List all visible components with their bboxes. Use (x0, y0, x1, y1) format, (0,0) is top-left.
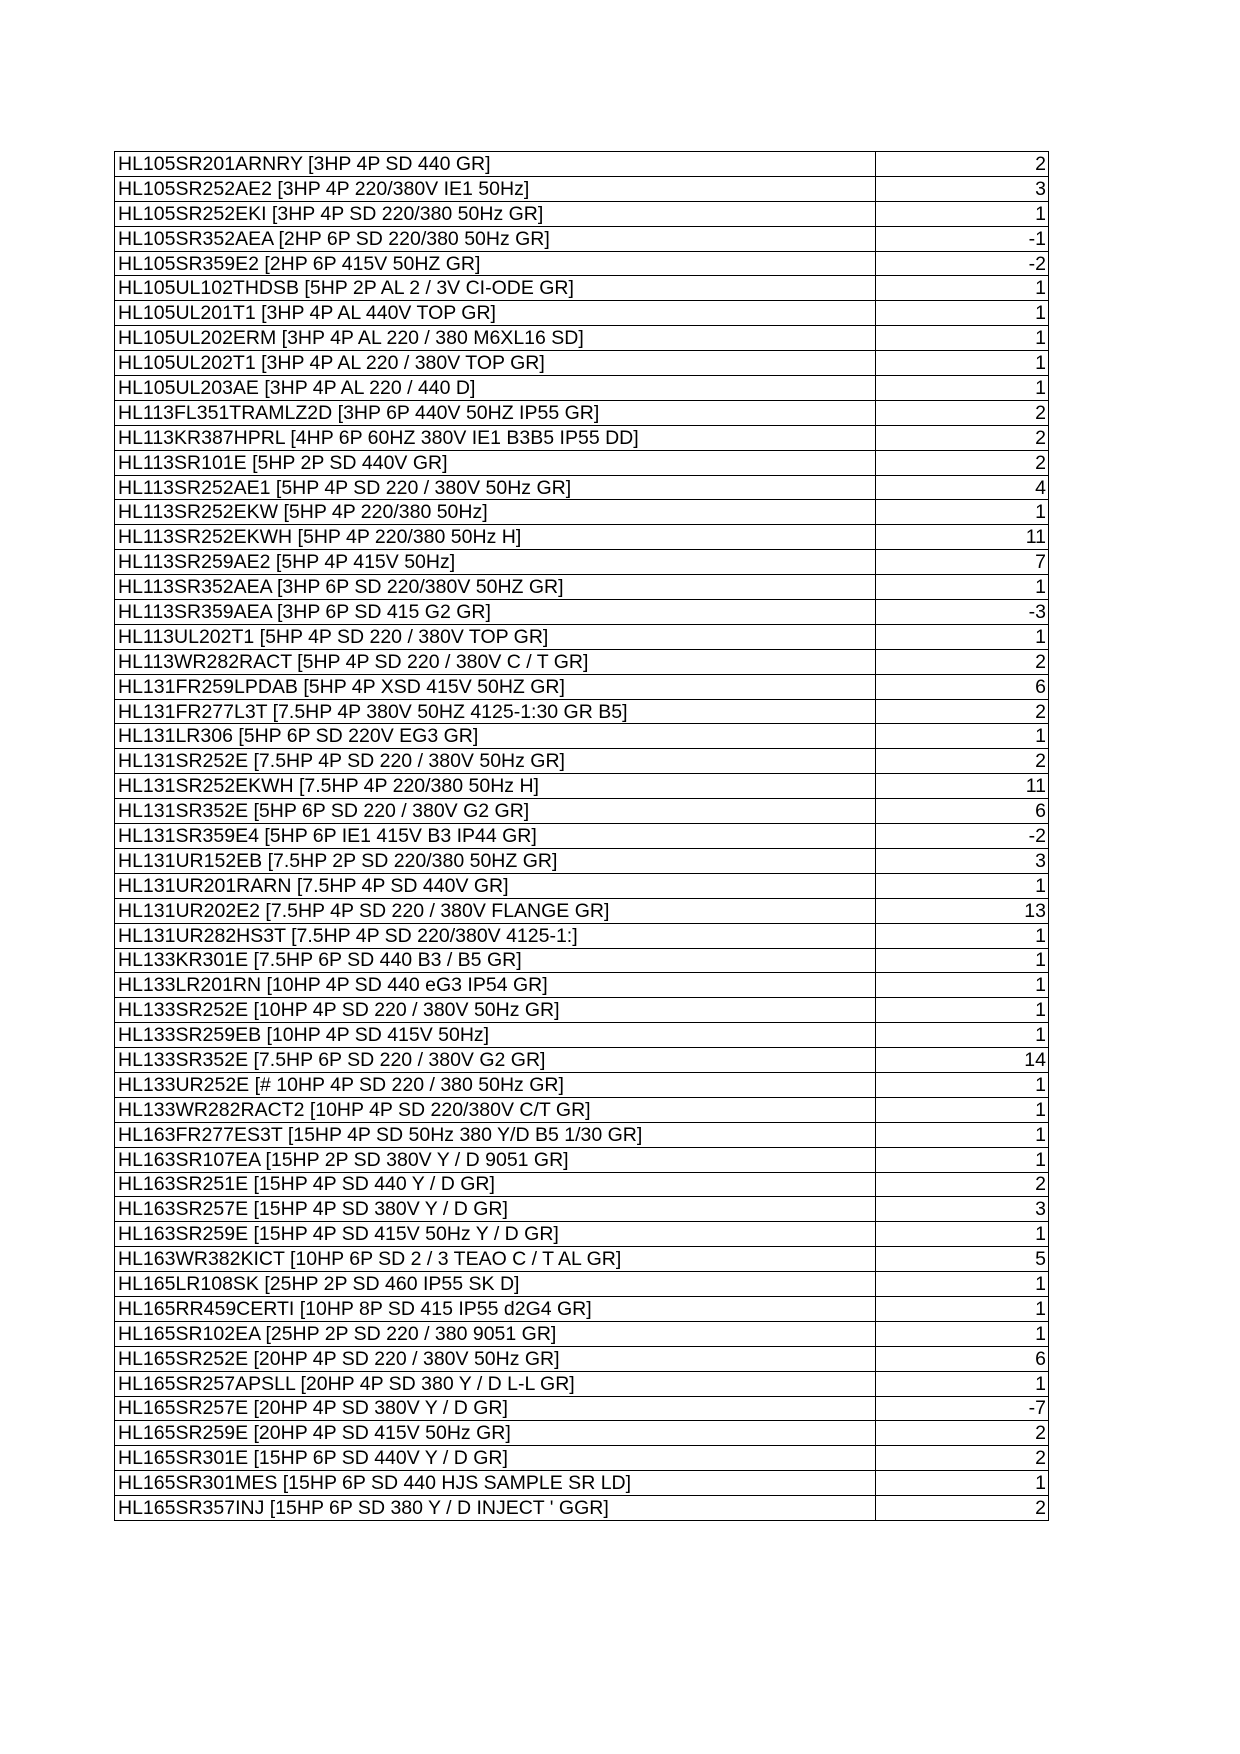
item-description-cell: HL131UR152EB [7.5HP 2P SD 220/380 50HZ GR] (115, 848, 876, 873)
table-row (115, 749, 1049, 774)
item-quantity-cell: 1 (876, 351, 1049, 376)
item-quantity-cell: 5 (876, 1247, 1049, 1272)
item-description-cell: HL113SR252EKW [5HP 4P 220/380 50Hz] (115, 500, 876, 525)
item-description-cell: HL113FL351TRAMLZ2D [3HP 6P 440V 50HZ IP55 GR] (115, 400, 876, 425)
item-description-cell: HL165SR252E [20HP 4P SD 220 / 380V 50Hz GR] (115, 1346, 876, 1371)
table-row (115, 674, 1049, 699)
table-row (115, 774, 1049, 799)
item-quantity-cell: 2 (876, 749, 1049, 774)
item-quantity-cell: 1 (876, 1222, 1049, 1247)
item-description-cell: HL105UL203AE [3HP 4P AL 220 / 440 D] (115, 376, 876, 401)
item-description-cell: HL131LR306 [5HP 6P SD 220V EG3 GR] (115, 724, 876, 749)
item-quantity-cell: -7 (876, 1396, 1049, 1421)
item-description-cell: HL131SR252E [7.5HP 4P SD 220 / 380V 50Hz GR] (115, 749, 876, 774)
item-quantity-cell: 3 (876, 176, 1049, 201)
item-quantity-cell: -3 (876, 600, 1049, 625)
item-description-cell: HL165SR257E [20HP 4P SD 380V Y / D GR] (115, 1396, 876, 1421)
table-row (115, 201, 1049, 226)
item-quantity-cell: 1 (876, 201, 1049, 226)
item-description-cell: HL165SR259E [20HP 4P SD 415V 50Hz GR] (115, 1421, 876, 1446)
table-row (115, 1396, 1049, 1421)
table-row (115, 1147, 1049, 1172)
table-row (115, 1421, 1049, 1446)
table-row (115, 1371, 1049, 1396)
item-quantity-cell: 1 (876, 724, 1049, 749)
inventory-table-body (115, 152, 1049, 1521)
item-quantity-cell: -2 (876, 824, 1049, 849)
table-row (115, 724, 1049, 749)
table-row (115, 1172, 1049, 1197)
item-description-cell: HL165LR108SK [25HP 2P SD 460 IP55 SK D] (115, 1272, 876, 1297)
table-row (115, 1446, 1049, 1471)
item-quantity-cell: 1 (876, 276, 1049, 301)
item-description-cell: HL163SR259E [15HP 4P SD 415V 50Hz Y / D GR] (115, 1222, 876, 1247)
item-description-cell: HL163FR277ES3T [15HP 4P SD 50Hz 380 Y/D B5 1/30 GR] (115, 1122, 876, 1147)
table-row (115, 699, 1049, 724)
table-row (115, 301, 1049, 326)
table-row (115, 475, 1049, 500)
item-description-cell: HL133SR252E [10HP 4P SD 220 / 380V 50Hz GR] (115, 998, 876, 1023)
table-row (115, 1247, 1049, 1272)
inventory-table (114, 151, 1049, 1521)
item-description-cell: HL105UL201T1 [3HP 4P AL 440V TOP GR] (115, 301, 876, 326)
item-description-cell: HL131SR352E [5HP 6P SD 220 / 380V G2 GR] (115, 799, 876, 824)
item-quantity-cell: 2 (876, 699, 1049, 724)
item-description-cell: HL163SR257E [15HP 4P SD 380V Y / D GR] (115, 1197, 876, 1222)
table-row (115, 1023, 1049, 1048)
table-row (115, 500, 1049, 525)
item-description-cell: HL105UL102THDSB [5HP 2P AL 2 / 3V CI-ODE GR] (115, 276, 876, 301)
item-description-cell: HL113SR259AE2 [5HP 4P 415V 50Hz] (115, 550, 876, 575)
item-description-cell: HL105UL202ERM [3HP 4P AL 220 / 380 M6XL16 SD] (115, 326, 876, 351)
item-description-cell: HL105SR252AE2 [3HP 4P 220/380V IE1 50Hz] (115, 176, 876, 201)
item-quantity-cell: 1 (876, 1072, 1049, 1097)
item-description-cell: HL163SR107EA [15HP 2P SD 380V Y / D 9051 GR] (115, 1147, 876, 1172)
item-quantity-cell: 1 (876, 624, 1049, 649)
table-row (115, 624, 1049, 649)
item-description-cell: HL131UR202E2 [7.5HP 4P SD 220 / 380V FLANGE GR] (115, 898, 876, 923)
table-row (115, 848, 1049, 873)
item-quantity-cell: 2 (876, 425, 1049, 450)
item-quantity-cell: 1 (876, 1122, 1049, 1147)
table-row (115, 575, 1049, 600)
item-quantity-cell: 1 (876, 301, 1049, 326)
item-quantity-cell: 1 (876, 948, 1049, 973)
item-description-cell: HL165SR257APSLL [20HP 4P SD 380 Y / D L-L GR] (115, 1371, 876, 1396)
table-row (115, 176, 1049, 201)
item-quantity-cell: 2 (876, 1172, 1049, 1197)
item-quantity-cell: 6 (876, 1346, 1049, 1371)
item-description-cell: HL133UR252E [# 10HP 4P SD 220 / 380 50Hz GR] (115, 1072, 876, 1097)
table-row (115, 1097, 1049, 1122)
item-description-cell: HL105SR201ARNRY [3HP 4P SD 440 GR] (115, 152, 876, 177)
item-quantity-cell: 1 (876, 1371, 1049, 1396)
item-quantity-cell: 1 (876, 923, 1049, 948)
table-row (115, 326, 1049, 351)
table-row (115, 973, 1049, 998)
item-description-cell: HL113WR282RACT [5HP 4P SD 220 / 380V C / T GR] (115, 649, 876, 674)
table-row (115, 873, 1049, 898)
item-description-cell: HL113SR101E [5HP 2P SD 440V GR] (115, 450, 876, 475)
table-row (115, 649, 1049, 674)
item-quantity-cell: 3 (876, 848, 1049, 873)
item-description-cell: HL131FR277L3T [7.5HP 4P 380V 50HZ 4125-1:30 GR B5] (115, 699, 876, 724)
item-description-cell: HL163WR382KICT [10HP 6P SD 2 / 3 TEAO C / T AL GR] (115, 1247, 876, 1272)
item-quantity-cell: 1 (876, 326, 1049, 351)
table-row (115, 1296, 1049, 1321)
table-row (115, 998, 1049, 1023)
item-quantity-cell: 1 (876, 575, 1049, 600)
item-quantity-cell: 2 (876, 450, 1049, 475)
item-quantity-cell: 1 (876, 1147, 1049, 1172)
item-quantity-cell: 4 (876, 475, 1049, 500)
item-description-cell: HL131UR201RARN [7.5HP 4P SD 440V GR] (115, 873, 876, 898)
table-row (115, 799, 1049, 824)
table-row (115, 948, 1049, 973)
table-row (115, 1072, 1049, 1097)
table-row (115, 600, 1049, 625)
item-description-cell: HL113SR252AE1 [5HP 4P SD 220 / 380V 50Hz GR] (115, 475, 876, 500)
item-quantity-cell: 1 (876, 1097, 1049, 1122)
item-quantity-cell: 11 (876, 525, 1049, 550)
item-quantity-cell: 7 (876, 550, 1049, 575)
item-quantity-cell: 2 (876, 649, 1049, 674)
table-row (115, 425, 1049, 450)
table-row (115, 450, 1049, 475)
table-row (115, 1471, 1049, 1496)
item-description-cell: HL165SR301MES [15HP 6P SD 440 HJS SAMPLE SR LD] (115, 1471, 876, 1496)
item-description-cell: HL165SR301E [15HP 6P SD 440V Y / D GR] (115, 1446, 876, 1471)
item-description-cell: HL165RR459CERTI [10HP 8P SD 415 IP55 d2G4 GR] (115, 1296, 876, 1321)
item-quantity-cell: 2 (876, 400, 1049, 425)
item-quantity-cell: 6 (876, 799, 1049, 824)
table-row (115, 550, 1049, 575)
item-quantity-cell: 11 (876, 774, 1049, 799)
table-row (115, 923, 1049, 948)
table-row (115, 251, 1049, 276)
item-description-cell: HL163SR251E [15HP 4P SD 440 Y / D GR] (115, 1172, 876, 1197)
table-row (115, 1272, 1049, 1297)
item-description-cell: HL113KR387HPRL [4HP 6P 60HZ 380V IE1 B3B5 IP55 DD] (115, 425, 876, 450)
table-row (115, 1496, 1049, 1521)
item-description-cell: HL113SR359AEA [3HP 6P SD 415 G2 GR] (115, 600, 876, 625)
item-description-cell: HL131UR282HS3T [7.5HP 4P SD 220/380V 4125-1:] (115, 923, 876, 948)
item-description-cell: HL133KR301E [7.5HP 6P SD 440 B3 / B5 GR] (115, 948, 876, 973)
item-quantity-cell: 2 (876, 1421, 1049, 1446)
item-description-cell: HL113SR352AEA [3HP 6P SD 220/380V 50HZ GR] (115, 575, 876, 600)
table-row (115, 1346, 1049, 1371)
item-quantity-cell: 14 (876, 1048, 1049, 1073)
item-description-cell: HL133LR201RN [10HP 4P SD 440 eG3 IP54 GR] (115, 973, 876, 998)
item-quantity-cell: 1 (876, 973, 1049, 998)
table-row (115, 525, 1049, 550)
item-quantity-cell: 1 (876, 998, 1049, 1023)
item-description-cell: HL105SR352AEA [2HP 6P SD 220/380 50Hz GR] (115, 226, 876, 251)
item-description-cell: HL113SR252EKWH [5HP 4P 220/380 50Hz H] (115, 525, 876, 550)
table-row (115, 226, 1049, 251)
item-description-cell: HL131FR259LPDAB [5HP 4P XSD 415V 50HZ GR] (115, 674, 876, 699)
item-description-cell: HL133WR282RACT2 [10HP 4P SD 220/380V C/T GR] (115, 1097, 876, 1122)
item-quantity-cell: 3 (876, 1197, 1049, 1222)
item-quantity-cell: 1 (876, 1023, 1049, 1048)
table-row (115, 1222, 1049, 1247)
item-description-cell: HL165SR357INJ [15HP 6P SD 380 Y / D INJECT ' GGR] (115, 1496, 876, 1521)
item-quantity-cell: 1 (876, 1296, 1049, 1321)
item-description-cell: HL133SR259EB [10HP 4P SD 415V 50Hz] (115, 1023, 876, 1048)
item-description-cell: HL133SR352E [7.5HP 6P SD 220 / 380V G2 GR] (115, 1048, 876, 1073)
table-row (115, 1197, 1049, 1222)
table-row (115, 376, 1049, 401)
item-quantity-cell: 13 (876, 898, 1049, 923)
item-description-cell: HL131SR359E4 [5HP 6P IE1 415V B3 IP44 GR] (115, 824, 876, 849)
table-row (115, 351, 1049, 376)
item-quantity-cell: -2 (876, 251, 1049, 276)
table-row (115, 400, 1049, 425)
item-description-cell: HL113UL202T1 [5HP 4P SD 220 / 380V TOP GR] (115, 624, 876, 649)
item-quantity-cell: 1 (876, 1321, 1049, 1346)
item-quantity-cell: 1 (876, 376, 1049, 401)
item-description-cell: HL131SR252EKWH [7.5HP 4P 220/380 50Hz H] (115, 774, 876, 799)
item-quantity-cell: 6 (876, 674, 1049, 699)
item-quantity-cell: 2 (876, 152, 1049, 177)
table-row (115, 1321, 1049, 1346)
item-quantity-cell: 1 (876, 873, 1049, 898)
table-row (115, 152, 1049, 177)
table-row (115, 276, 1049, 301)
item-description-cell: HL105UL202T1 [3HP 4P AL 220 / 380V TOP GR] (115, 351, 876, 376)
item-quantity-cell: 2 (876, 1496, 1049, 1521)
item-description-cell: HL165SR102EA [25HP 2P SD 220 / 380 9051 GR] (115, 1321, 876, 1346)
item-description-cell: HL105SR359E2 [2HP 6P 415V 50HZ GR] (115, 251, 876, 276)
table-row (115, 1048, 1049, 1073)
item-quantity-cell: -1 (876, 226, 1049, 251)
item-quantity-cell: 1 (876, 1272, 1049, 1297)
item-quantity-cell: 1 (876, 1471, 1049, 1496)
table-row (115, 824, 1049, 849)
table-row (115, 1122, 1049, 1147)
table-row (115, 898, 1049, 923)
item-quantity-cell: 1 (876, 500, 1049, 525)
item-quantity-cell: 2 (876, 1446, 1049, 1471)
item-description-cell: HL105SR252EKI [3HP 4P SD 220/380 50Hz GR] (115, 201, 876, 226)
